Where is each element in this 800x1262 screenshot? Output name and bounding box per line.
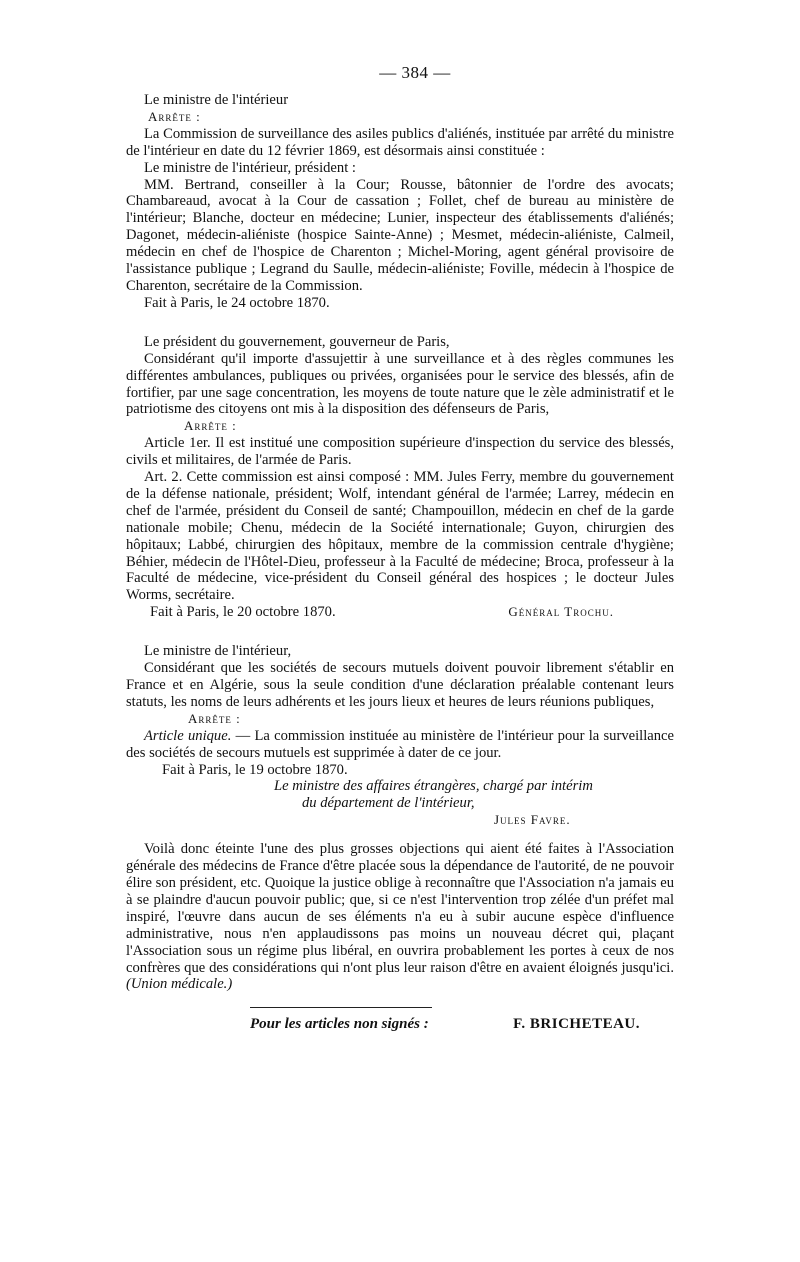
decree-mutual-aid <box>126 643 674 829</box>
decree2-date: Fait à Paris, le 20 octobre 1870. <box>150 604 336 621</box>
decree3-arrete: Arrête : <box>188 710 241 726</box>
decree3-date: Fait à Paris, le 19 octobre 1870. <box>162 761 348 778</box>
decree-wounded-inspection <box>126 334 674 621</box>
decree3-article <box>126 728 674 762</box>
footer-rule <box>250 1007 432 1008</box>
decree2-signature-row <box>126 604 674 621</box>
decree1-members: MM. Bertrand, conseiller à la Cour; Rousse, bâtonnier de l'ordre des avocats; Chambareaud, avocat à la Cour de cassation ; Follet, chef de bureau au ministère de l'intérieur; Blanche, docteur en médecine; Lunier, inspecteur des établissements d'aliénés; Dagonet, médecin-aliéniste (hospice Sainte-Anne) ; Mesmet, médecin-aliéniste, Calmeil, médecin en chef de l'hospice de Charenton ; Michel-Moring, agent général provisoire de l'assistance publique ; Legrand du Saulle, médecin-aliéniste; Foville, médecin à l'hospice de Charenton, secrétaire de la Commission. <box>126 176 674 294</box>
decree3-considering: Considérant que les sociétés de secours mutuels doivent pouvoir librement s'établir en France et en Algérie, sous la seule condition d'une déclaration préalable contenant leurs statuts, les noms de leurs adhérents et les jours lieux et heures de leurs réunions publiques, <box>126 660 674 710</box>
decree3-article-text: — La commission instituée au ministère de l'intérieur pour la surveillance des sociétés de secours mutuels est supprimée à dater de ce jour. <box>126 727 674 761</box>
page-number: — 384 — <box>379 63 451 82</box>
decree2-article-1-text: Il est institué une composition supérieure d'inspection du service des blessés, civils et militaires, de l'armée de Paris. <box>126 435 674 469</box>
decree1-date: Fait à Paris, le 24 octobre 1870. <box>144 294 330 311</box>
decree2-article-1-label: Article 1er. <box>144 435 211 452</box>
commentary-source: (Union médicale.) <box>126 976 233 993</box>
footer-author: F. BRICHETEAU. <box>513 1016 640 1033</box>
decree1-arrete: Arrête : <box>148 108 201 124</box>
decree1-heading: Le ministre de l'intérieur <box>144 92 289 108</box>
decree2-considering: Considérant qu'il importe d'assujettir à une surveillance et à des règles communes les différentes ambulances, publiques ou privées, organisées pour le service des blessés, afin de fortifier, par une sage concentration, les moyens de toute nature que le zèle administratif et le patriotisme des citoyens ont mis à la disposition des défenseurs de Paris, <box>126 350 674 418</box>
decree1-paragraph-2: Le ministre de l'intérieur, président : <box>144 159 356 176</box>
decree2-signature: Général Trochu. <box>508 604 614 620</box>
decree2-arrete: Arrête : <box>184 418 237 434</box>
decree1-paragraph-1: La Commission de surveillance des asiles publics d'aliénés, instituée par arrêté du ministre de l'intérieur en date du 12 février 1869, est désormais ainsi constituée : <box>126 125 674 159</box>
decree3-signatory-name: Jules Favre. <box>494 812 571 828</box>
commentary <box>126 841 674 993</box>
page <box>126 62 674 1033</box>
decree2-article-2: Art. 2. Cette commission est ainsi composé : MM. Jules Ferry, membre du gouvernement de la défense nationale, président; Wolf, intendant général de l'armée; Larrey, médecin en chef de l'armée, président du Conseil de santé; Champouillon, médecin en chef de la garde nationale mobile; Chenu, médecin de la Société internationale; Guyon, chirurgien des hôpitaux; Labbé, chirurgien des hôpitaux, membre de la commission centrale d'hygiène; Béhier, médecin de l'Hôtel-Dieu, professeur à la Faculté de médecine; Broca, professeur à la Faculté de médecine, vice-président du Conseil général des hospices ; le docteur Jules Worms, secrétaire. <box>126 469 674 604</box>
decree2-article-1 <box>126 435 674 469</box>
decree-asylum-commission <box>126 92 674 312</box>
commentary-body: Voilà donc éteinte l'une des plus grosses objections qui aient été faites à l'Association générale des médecins de France d'être placée sous la dépendance de l'autorité, de ne pouvoir élire son président, etc. Quoique la justice oblige à reconnaître que l'Association n'a jamais eu à se plaindre d'aucun pouvoir public; que, si ce n'est l'intervention trop zélée d'un préfet mal inspiré, l'œuvre dans aucun de ses éléments n'a eu à subir aucune espèce d'influence administrative, nous n'en applaudissons pas moins un nouveau décret qui, plaçant l'Association sous un régime plus libéral, en ouvrira probablement les portes à ceux de nos confrères que des considérations qui n'ont plus leur raison d'être en avaient éloignés jusqu'ici. <box>126 841 674 976</box>
footer <box>126 1016 674 1033</box>
decree2-heading: Le président du gouvernement, gouverneur de Paris, <box>144 333 450 350</box>
decree3-heading: Le ministre de l'intérieur, <box>144 643 292 660</box>
decree3-signatory-title: Le ministre des affaires étrangères, chargé par intérim <box>274 778 593 795</box>
decree3-signatory-title-2: du département de l'intérieur, <box>302 795 475 812</box>
footer-label: Pour les articles non signés : <box>250 1016 429 1033</box>
decree3-article-label: Article unique. <box>144 727 232 744</box>
commentary-text <box>126 841 674 993</box>
